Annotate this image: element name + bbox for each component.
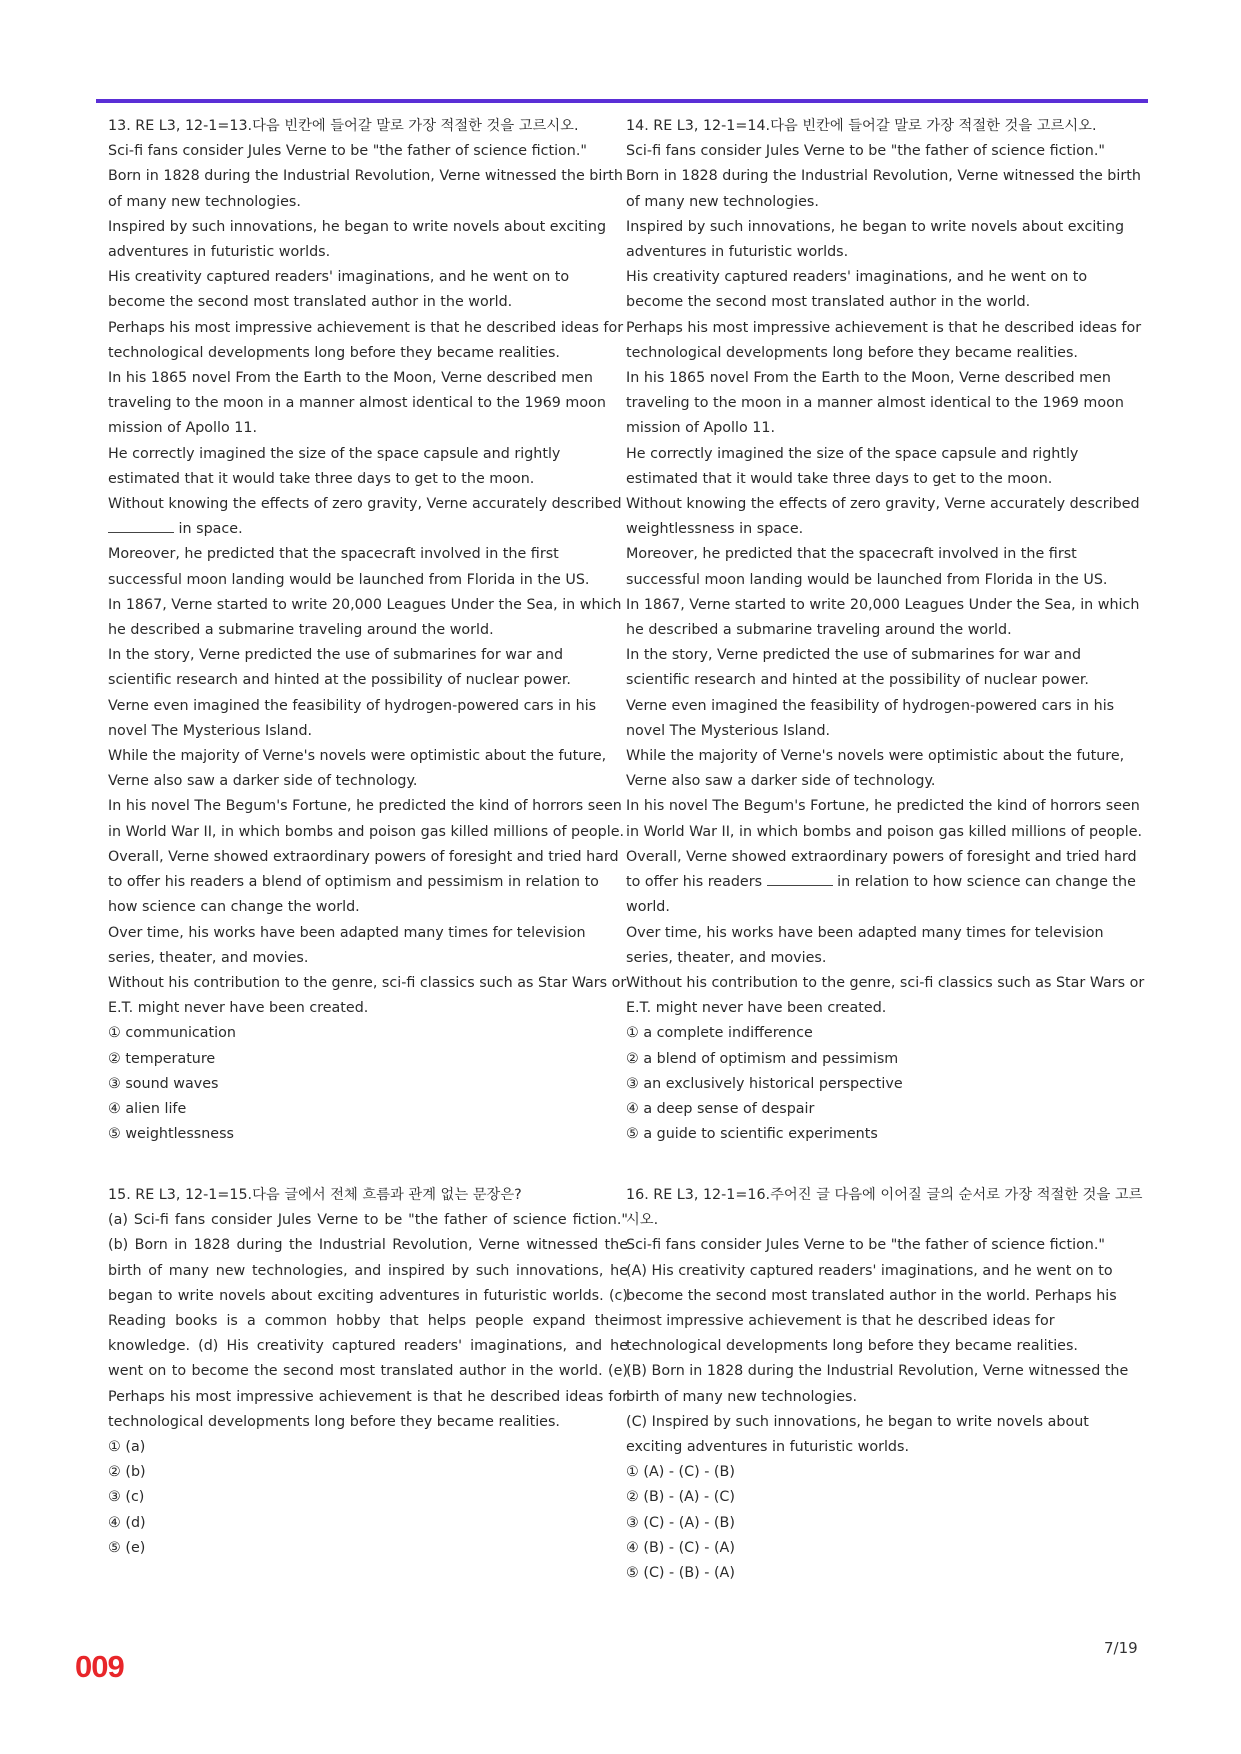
q13-line: Born in 1828 during the Industrial Revolution, Verne witnessed the birth of many new technologies. <box>108 168 623 210</box>
q16-line: (A) His creativity captured readers' imaginations, and he went on to become the second most translated author in the world. Perhaps his most impressive achievement is that he described ideas for technological developments long before they became realities. <box>626 1262 1117 1355</box>
q14-blank-prefix: Overall, Verne showed extraordinary powers of foresight and tried hard to offer his readers <box>626 848 1137 891</box>
q13-line: Moreover, he predicted that the spacecraft involved in the first successful moon landing would be launched from Florida in the US. <box>108 546 590 588</box>
q14-option-3[interactable]: ③ an exclusively historical perspective <box>626 1075 903 1092</box>
q16-option-5[interactable]: ⑤ (C) - (B) - (A) <box>626 1565 735 1582</box>
q13-blank-line <box>108 517 628 542</box>
q16-line: Sci-fi fans consider Jules Verne to be "the father of science fiction." <box>626 1237 1105 1254</box>
q13-line: Over time, his works have been adapted many times for television series, theater, and movies. <box>108 924 586 966</box>
q14-line: Verne even imagined the feasibility of hydrogen-powered cars in his novel The Mysterious Island. <box>626 697 1115 739</box>
page-number: 7/19 <box>1104 1639 1138 1657</box>
q13-line: Overall, Verne showed extraordinary powers of foresight and tried hard to offer his readers a blend of optimism and pessimism in relation to how science can change the world. <box>108 848 619 916</box>
q13-line: Inspired by such innovations, he began to write novels about exciting adventures in futuristic worlds. <box>108 218 607 261</box>
q15-option-2[interactable]: ② (b) <box>108 1464 146 1481</box>
q14-line: His creativity captured readers' imaginations, and he went on to become the second most translated author in the world. <box>626 269 1088 311</box>
question-15 <box>108 1183 628 1561</box>
q15-option-3[interactable]: ③ (c) <box>108 1489 145 1506</box>
q14-blank-line <box>626 845 1146 921</box>
q13-line: Without his contribution to the genre, sci-fi classics such as Star Wars or E.T. might never have been created. <box>108 974 627 1017</box>
q14-line: In his 1865 novel From the Earth to the Moon, Verne described men traveling to the moon in a manner almost identical to the 1969 moon mission of Apollo 11. <box>626 370 1124 437</box>
q13-line: He correctly imagined the size of the space capsule and rightly estimated that it would take three days to get to the moon. <box>108 445 561 487</box>
q14-line: Over time, his works have been adapted many times for television series, theater, and movies. <box>626 924 1104 966</box>
q16-header: 16. RE L3, 12-1=16.주어진 글 다음에 이어질 글의 순서로 가장 적절한 것을 고르시오. <box>626 1187 1143 1229</box>
q14-line: Born in 1828 during the Industrial Revolution, Verne witnessed the birth of many new technologies. <box>626 168 1141 210</box>
q13-option-4[interactable]: ④ alien life <box>108 1100 187 1117</box>
q16-option-4[interactable]: ④ (B) - (C) - (A) <box>626 1539 735 1556</box>
q16-option-3[interactable]: ③ (C) - (A) - (B) <box>626 1514 735 1531</box>
q14-option-1[interactable]: ① a complete indifference <box>626 1025 813 1042</box>
q13-line: Sci-fi fans consider Jules Verne to be "the father of science fiction." <box>108 143 587 160</box>
q14-line: Moreover, he predicted that the spacecraft involved in the first successful moon landing would be launched from Florida in the US. <box>626 546 1108 588</box>
q13-line: Verne even imagined the feasibility of hydrogen-powered cars in his novel The Mysterious Island. <box>108 697 597 739</box>
q14-blank-suffix: in relation to how science can change the world. <box>626 874 1136 916</box>
question-14 <box>626 114 1146 1147</box>
q14-line: Perhaps his most impressive achievement is that he described ideas for technological developments long before they became realities. <box>626 319 1142 361</box>
brand-logo: 009 <box>75 1649 124 1684</box>
q13-line: In 1867, Verne started to write 20,000 Leagues Under the Sea, in which he described a submarine traveling around the world. <box>108 596 622 639</box>
q15-option-4[interactable]: ④ (d) <box>108 1514 146 1531</box>
top-divider <box>96 99 1148 103</box>
q13-header: 13. RE L3, 12-1=13.다음 빈칸에 들어갈 말로 가장 적절한 것을 고르시오. <box>108 118 579 134</box>
q14-line: In his novel The Begum's Fortune, he predicted the kind of horrors seen in World War II, in which bombs and poison gas killed millions of people. <box>626 798 1143 840</box>
q14-line: While the majority of Verne's novels were optimistic about the future, Verne also saw a darker side of technology. <box>626 748 1125 790</box>
question-13 <box>108 114 628 1147</box>
q14-line: In the story, Verne predicted the use of submarines for war and scientific research and hinted at the possibility of nuclear power. <box>626 647 1089 689</box>
q14-option-5[interactable]: ⑤ a guide to scientific experiments <box>626 1126 878 1143</box>
q13-line: In his novel The Begum's Fortune, he predicted the kind of horrors seen in World War II, in which bombs and poison gas killed millions of people. <box>108 798 625 840</box>
q15-option-5[interactable]: ⑤ (e) <box>108 1539 146 1556</box>
q16-line: (C) Inspired by such innovations, he began to write novels about exciting adventures in futuristic worlds. <box>626 1413 1089 1456</box>
q13-option-3[interactable]: ③ sound waves <box>108 1075 219 1092</box>
q13-line: Without knowing the effects of zero gravity, Verne accurately described <box>108 496 622 513</box>
q13-blank-suffix: in space. <box>174 521 243 538</box>
q14-header: 14. RE L3, 12-1=14.다음 빈칸에 들어갈 말로 가장 적절한 것을 고르시오. <box>626 118 1097 134</box>
answer-blank <box>108 518 174 533</box>
q14-line: In 1867, Verne started to write 20,000 Leagues Under the Sea, in which he described a submarine traveling around the world. <box>626 596 1140 639</box>
q15-header: 15. RE L3, 12-1=15.다음 글에서 전체 흐름과 관계 없는 문장은? <box>108 1187 522 1203</box>
q16-option-1[interactable]: ① (A) - (C) - (B) <box>626 1464 735 1481</box>
q13-line: His creativity captured readers' imaginations, and he went on to become the second most translated author in the world. <box>108 269 570 311</box>
q14-line: Without his contribution to the genre, sci-fi classics such as Star Wars or E.T. might never have been created. <box>626 974 1145 1017</box>
q13-line: In his 1865 novel From the Earth to the Moon, Verne described men traveling to the moon in a manner almost identical to the 1969 moon mission of Apollo 11. <box>108 370 606 437</box>
q14-option-2[interactable]: ② a blend of optimism and pessimism <box>626 1050 899 1067</box>
q14-line: He correctly imagined the size of the space capsule and rightly estimated that it would take three days to get to the moon. <box>626 445 1079 487</box>
q14-line: Without knowing the effects of zero gravity, Verne accurately described weightlessness in space. <box>626 496 1140 538</box>
q13-option-5[interactable]: ⑤ weightlessness <box>108 1126 234 1143</box>
q15-option-1[interactable]: ① (a) <box>108 1439 146 1456</box>
q13-line: While the majority of Verne's novels were optimistic about the future, Verne also saw a darker side of technology. <box>108 748 607 790</box>
question-16 <box>626 1183 1146 1586</box>
q14-option-4[interactable]: ④ a deep sense of despair <box>626 1100 815 1117</box>
q13-option-1[interactable]: ① communication <box>108 1025 236 1042</box>
q13-line: Perhaps his most impressive achievement is that he described ideas for technological developments long before they became realities. <box>108 319 624 361</box>
q14-line: Inspired by such innovations, he began to write novels about exciting adventures in futuristic worlds. <box>626 218 1125 261</box>
q16-option-2[interactable]: ② (B) - (A) - (C) <box>626 1489 735 1506</box>
q13-line: In the story, Verne predicted the use of submarines for war and scientific research and hinted at the possibility of nuclear power. <box>108 647 571 689</box>
q13-option-2[interactable]: ② temperature <box>108 1050 216 1067</box>
q16-line: (B) Born in 1828 during the Industrial Revolution, Verne witnessed the birth of many new technologies. <box>626 1363 1129 1405</box>
answer-blank <box>767 871 833 886</box>
q15-body: (a) Sci-fi fans consider Jules Verne to be "the father of science fiction." (b) Born in 1828 during the Industrial Revolution, Verne witnessed the birth of many new technologies, and inspired by such innovations, he began to write novels about exciting adventures in futuristic worlds. (c) Reading books is a common hobby that helps people expand their knowledge. (d) His creativity captured readers' imaginations, and he went on to become the second most translated author in the world. (e) Perhaps his most impressive achievement is that he described ideas for technological developments long before they became realities. <box>108 1212 628 1430</box>
q14-line: Sci-fi fans consider Jules Verne to be "the father of science fiction." <box>626 143 1105 160</box>
